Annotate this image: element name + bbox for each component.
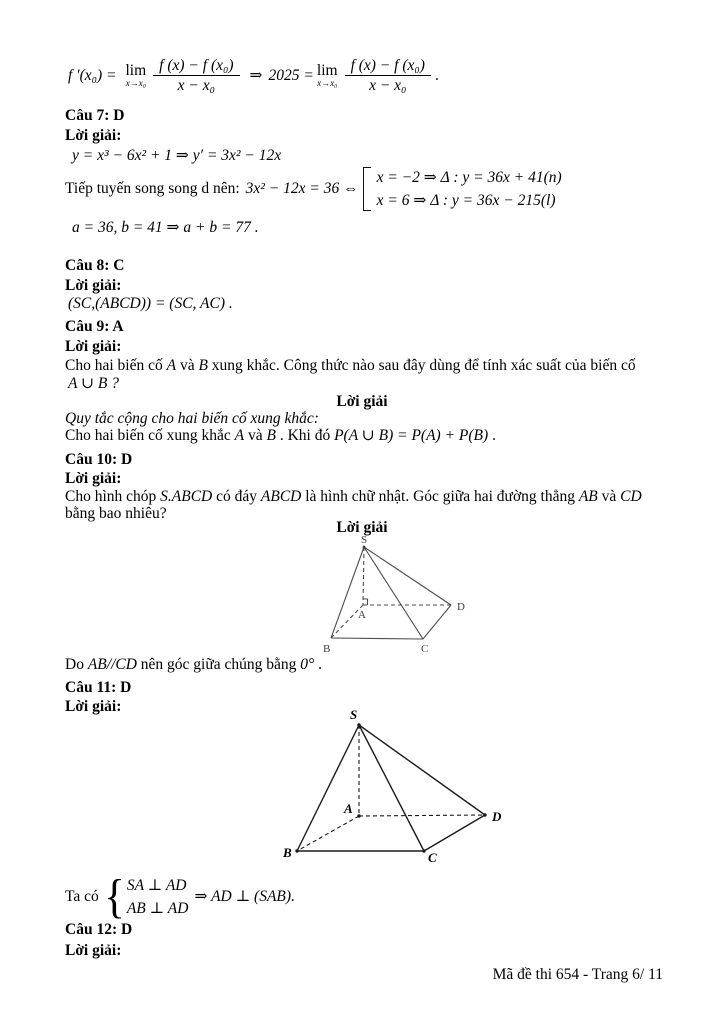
- lim-word: lim: [125, 61, 147, 79]
- vertex-label-A: A: [344, 801, 353, 816]
- q11-result: ⇒ AD ⊥ (SAB).: [194, 888, 295, 905]
- vertex-label-C: C: [421, 643, 429, 655]
- edge-SC: [364, 547, 423, 639]
- vertex-dot-B: [295, 849, 298, 852]
- q10-var-ABCD: ABCD: [260, 488, 302, 505]
- pyramid-svg-1: [320, 534, 480, 660]
- left-curly-brace: {: [103, 870, 125, 923]
- edge-BC: [331, 638, 423, 639]
- q9-solution-center-label: Lời giải: [336, 393, 388, 410]
- q8-solution-line: (SC,(ABCD)) = (SC, AC) .: [68, 295, 233, 312]
- limit-formula: [68, 57, 439, 94]
- q8-title: Câu 8: C: [65, 257, 125, 274]
- formula-period: .: [434, 66, 439, 84]
- q10-pyramid-diagram: [320, 534, 480, 665]
- q10-conclusion-seg: Do: [65, 656, 88, 673]
- edge-CD: [423, 605, 451, 639]
- q9-answer-seg: . Khi đó: [275, 427, 335, 444]
- q10-question-line1: [65, 488, 642, 506]
- q9-question-line1: [65, 357, 636, 375]
- q11-conditions: [127, 874, 189, 920]
- q9-probability-formula: P(A ∪ B) = P(A) + P(B): [334, 427, 489, 444]
- q10-question-line2: bằng bao nhiêu?: [65, 505, 167, 522]
- vertex-label-D: D: [457, 601, 465, 613]
- q10-conclusion-line: [65, 656, 322, 674]
- q11-title: Câu 11: D: [65, 679, 132, 696]
- q10-var-CD: CD: [620, 488, 642, 505]
- right-angle-mark: [363, 599, 368, 605]
- q9-question-seg: Cho hai biến cố: [65, 357, 167, 374]
- q9-answer-seg: và: [244, 427, 267, 444]
- q9-var-B: B: [266, 427, 276, 444]
- edge-CD: [424, 815, 485, 851]
- q10-question-seg: là hình chữ nhật. Góc giữa hai đường thẳng: [301, 488, 579, 505]
- q9-question-line2: A ∪ B ?: [68, 375, 120, 392]
- q7-tangent-math: 3x² − 12x = 36 ⇔: [245, 180, 359, 197]
- q9-var-A: A: [166, 357, 177, 374]
- q10-question-seg: Cho hình chóp: [65, 488, 161, 505]
- formula-lhs: f ′(x₀) =: [68, 66, 117, 84]
- q9-title: Câu 9: A: [65, 318, 124, 335]
- formula-mid: 2025 =: [268, 66, 314, 84]
- left-square-bracket: [363, 167, 371, 211]
- edge-SA-dashed: [363, 547, 364, 605]
- q7-tangent-text: Tiếp tuyến song song d nên:: [65, 180, 240, 197]
- q7-derivative-line: y = x³ − 6x² + 1 ⇒ y′ = 3x² − 12x: [72, 147, 282, 164]
- q9-question-seg: xung khắc. Công thức nào sau đây dùng để tính xác suất của biến cố: [207, 357, 636, 374]
- edge-SC: [359, 725, 424, 851]
- q11-condition-1: SA ⊥ AD: [126, 877, 187, 894]
- q9-answer-seg: Cho hai biến cố xung khắc: [65, 427, 235, 444]
- q9-answer-seg: .: [488, 427, 496, 444]
- q7-case-rows: [377, 166, 562, 212]
- q8-solution-label: Lời giải:: [65, 277, 122, 294]
- q10-question-seg: và: [597, 488, 621, 505]
- vertex-dot-D: [483, 813, 486, 816]
- fraction-numerator: f (x) − f (x₀): [153, 57, 239, 76]
- lim-subscript: x→x₀: [125, 78, 146, 89]
- vertex-dot-C: [422, 849, 425, 852]
- vertex-dot-A: [357, 814, 360, 817]
- implies-arrow: ⇒: [249, 66, 263, 84]
- limit-operator: [126, 63, 147, 89]
- vertex-label-B: B: [323, 643, 331, 655]
- vertex-label-S: S: [361, 534, 368, 546]
- q10-angle-value: 0°: [300, 656, 315, 673]
- q10-title: Câu 10: D: [65, 451, 133, 468]
- q10-question-seg: có đáy: [212, 488, 261, 505]
- vertex-label-C: C: [428, 850, 437, 865]
- edge-AD-dashed: [359, 815, 485, 816]
- fraction-denominator: x − x₀: [369, 77, 407, 95]
- q10-var-AB: AB: [578, 488, 598, 505]
- q7-case-1: x = −2 ⇒ Δ : y = 36x + 41(n): [376, 169, 562, 186]
- q7-title: Câu 7: D: [65, 107, 125, 124]
- q7-case-2: x = 6 ⇒ Δ : y = 36x − 215(l): [376, 192, 556, 209]
- q11-system-line: [65, 870, 295, 923]
- edge-SB: [297, 725, 359, 851]
- q10-conclusion-seg: nên góc giữa chúng bằng: [136, 656, 301, 673]
- page-footer: Mã đề thi 654 - Trang 6/ 11: [492, 966, 663, 983]
- q9-var-B: B: [198, 357, 208, 374]
- fraction-numerator: f (x) − f (x₀): [345, 57, 431, 76]
- q10-conclusion-seg: .: [314, 656, 322, 673]
- vertex-label-D: D: [492, 809, 502, 824]
- q11-condition-2: AB ⊥ AD: [126, 900, 189, 917]
- q11-pyramid-diagram: [278, 707, 513, 870]
- q9-question-seg: và: [176, 357, 199, 374]
- q9-rule-line: Quy tắc cộng cho hai biến cố xung khắc:: [65, 410, 319, 427]
- q7-conclusion: a = 36, b = 41 ⇒ a + b = 77 .: [72, 219, 259, 236]
- q10-solution-label: Lời giải:: [65, 470, 122, 487]
- edge-SB: [331, 547, 364, 638]
- q12-solution-label: Lời giải:: [65, 942, 122, 959]
- q9-answer-line: [65, 427, 496, 445]
- q9-var-A: A: [234, 427, 245, 444]
- vertex-label-B: B: [283, 845, 292, 860]
- fraction-denominator: x − x₀: [177, 77, 216, 95]
- edge-SD: [364, 547, 451, 605]
- q9-solution-label: Lời giải:: [65, 338, 122, 355]
- q7-tangent-line: [65, 166, 562, 212]
- limit-operator: [317, 63, 338, 89]
- vertex-dot-S: [363, 546, 366, 549]
- difference-quotient: [153, 57, 239, 94]
- q10-var-SABCD: S.ABCD: [160, 488, 213, 505]
- difference-quotient: [345, 57, 431, 94]
- q7-solution-label: Lời giải:: [65, 127, 122, 144]
- edge-SD: [359, 725, 485, 815]
- q11-taco-text: Ta có: [65, 888, 99, 905]
- q11-solution-label: Lời giải:: [65, 698, 122, 715]
- q12-title: Câu 12: D: [65, 921, 133, 938]
- pyramid-svg-2: [278, 707, 513, 865]
- lim-word: lim: [316, 61, 338, 79]
- vertex-dot-S: [357, 723, 360, 726]
- q10-var-ABCD-parallel: AB//CD: [87, 656, 137, 673]
- vertex-label-S: S: [350, 707, 358, 722]
- vertex-label-A: A: [358, 609, 366, 621]
- lim-subscript: x→x₀: [317, 78, 338, 89]
- q7-case-system: [359, 166, 562, 212]
- q10-solution-center-label: Lời giải: [336, 519, 388, 536]
